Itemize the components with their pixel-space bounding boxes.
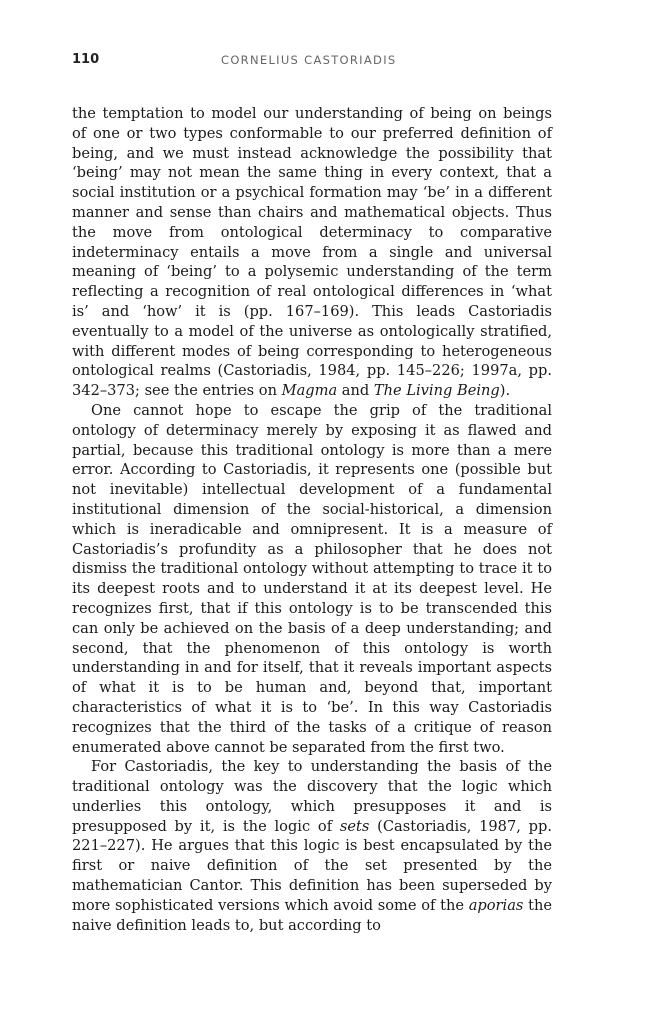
body-text	[72, 104, 552, 935]
p1-italic-living-being: The Living Being	[373, 382, 500, 400]
paragraph-2: One cannot hope to escape the grip of the traditional ontology of determinacy merely by exposing it as flawed and partial, because this traditional ontology is more than a mere error. According to Castoriadis, it represents one (possible but not inevitable) intellectual development of a fundamental institutional dimension of the social-historical, a dimension which is ineradicable and omnipresent. It is a measure of Castoriadis’s profundity as a philosopher that he does not dismiss the traditional ontology without attempting to trace it to its deepest roots and to understand it at its deepest level. He recognizes first, that if this ontology is to be transcended this can only be achieved on the basis of a deep understanding; and second, that the phenomenon of this ontology is worth understanding in and for itself, that it reveals important aspects of what it is to be human and, beyond that, important characteristics of what it is to ‘be’. In this way Castoriadis recognizes that the third of the tasks of a critique of reason enumerated above cannot be separated from the first two.	[72, 401, 552, 756]
p1-text-3: ).	[499, 382, 511, 400]
p3-text-2: (Castoriadis, 1987, pp. 221–227). He argues that this logic is best encapsulated by the first or naive definition of the set presented by the mathematician Cantor. This definition has been superseded by more sophisticated versions which avoid some of the	[72, 817, 552, 914]
paragraph-1	[72, 104, 552, 401]
page-header	[72, 52, 552, 70]
p1-text-1: the temptation to model our understanding of being on beings of one or two types conformable to our preferred definition of being, and we must instead acknowledge the possibility that ‘being’ may not mean the same thing in every context, that a social institution or a psychical formation may ‘be’ in a different manner and sense than chairs and mathematical objects. Thus the move from ontological determinacy to comparative indeterminacy entails a move from a single and universal meaning of ‘being’ to a polysemic understanding of the term reflecting a recognition of real ontological differences in ‘what is’ and ‘how’ it is (pp. 167–169). This leads Castoriadis eventually to a model of the universe as ontologically stratified, with different modes of being corresponding to heterogeneous ontological realms (Castoriadis, 1984, pp. 145–226; 1997a, pp. 342–373; see the entries on	[72, 105, 552, 400]
p3-text-3: the naive definition leads to, but according to	[72, 896, 552, 934]
p3-text-1: For Castoriadis, the key to understanding the basis of the traditional ontology was the discovery that the logic which underlies this ontology, which presupposes it and is presupposed by it, is the logic of	[72, 758, 552, 835]
running-head: CORNELIUS CASTORIADIS	[221, 53, 397, 67]
paragraph-3	[72, 757, 552, 935]
p3-italic-aporias: aporias	[468, 896, 524, 914]
p1-text-2: and	[337, 382, 374, 400]
p1-italic-magma: Magma	[281, 382, 338, 400]
page-number: 110	[72, 52, 100, 67]
p3-italic-sets: sets	[339, 817, 370, 835]
